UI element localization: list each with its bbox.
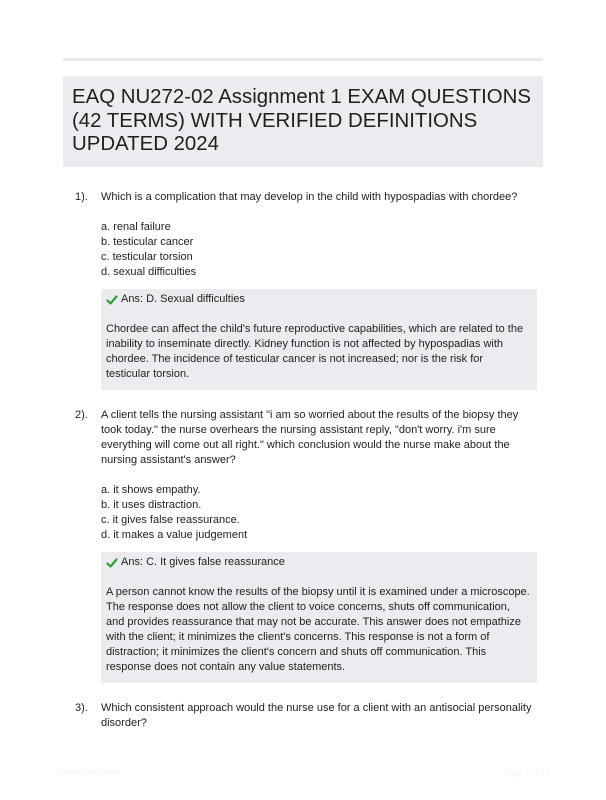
option-d: d. sexual difficulties <box>101 266 197 278</box>
question-text: Which is a complication that may develop in the child with hypospadias with chordee? <box>101 191 518 203</box>
top-divider <box>63 58 543 61</box>
rationale-text: A person cannot know the results of the biopsy until it is examined under a microscope. The response does not allow the client to voice concerns, shuts off communication, and provides reassurance that may not be accurate. This answer does not empathize with the client; it minimizes the client's concerns. This response is not a form of distraction; it minimizes the client's concern and shuts off communication. This response does not contain any value statements. <box>106 586 530 673</box>
answer-text: Ans: D. Sexual difficulties <box>121 293 245 305</box>
option-c: c. testicular torsion <box>101 251 193 263</box>
footer-site: PaperStitic.com <box>57 767 121 777</box>
check-icon <box>106 294 118 306</box>
option-a: a. renal failure <box>101 221 171 233</box>
question-number: 3). <box>75 702 88 714</box>
option-b: b. testicular cancer <box>101 236 194 248</box>
option-d: d. it makes a value judgement <box>101 529 248 541</box>
option-c: c. it gives false reassurance. <box>101 514 240 526</box>
answer-box <box>101 552 537 683</box>
title-block <box>63 76 543 167</box>
question-1 <box>63 190 543 390</box>
question-2 <box>63 408 543 683</box>
answer-text: Ans: C. It gives false reassurance <box>121 556 285 568</box>
answer-line <box>106 555 530 570</box>
question-text: A client tells the nursing assistant "i am so worried about the results of the biopsy they took today." the nurse overhears the nursing assistant reply, "don't worry. i'm sure everything will come out all right." which conclusion would the nurse make about the nursing assistant's answer? <box>101 409 519 466</box>
answer-line <box>106 292 530 307</box>
question-number: 2). <box>75 409 88 421</box>
answer-box <box>101 289 537 390</box>
question-number: 1). <box>75 191 88 203</box>
option-list <box>101 483 537 543</box>
option-a: a. it shows empathy. <box>101 484 201 496</box>
question-3 <box>63 701 543 731</box>
rationale-text: Chordee can affect the child's future reproductive capabilities, which are related to the inability to inseminate directly. Kidney function is not affected by hypospadias with chordee. The incidence of testicular cancer is not increased; nor is the risk for testicular torsion. <box>106 323 524 380</box>
page-title: EAQ NU272-02 Assignment 1 EXAM QUESTIONS (42 TERMS) WITH VERIFIED DEFINITIONS UPDATED 2024 <box>72 86 531 155</box>
footer-page-number: Page 1 of 19 <box>504 767 550 777</box>
check-icon <box>106 557 118 569</box>
option-b: b. it uses distraction. <box>101 499 202 511</box>
option-list <box>101 220 537 280</box>
question-text: Which consistent approach would the nurse use for a client with an antisocial personality disorder? <box>101 702 532 729</box>
